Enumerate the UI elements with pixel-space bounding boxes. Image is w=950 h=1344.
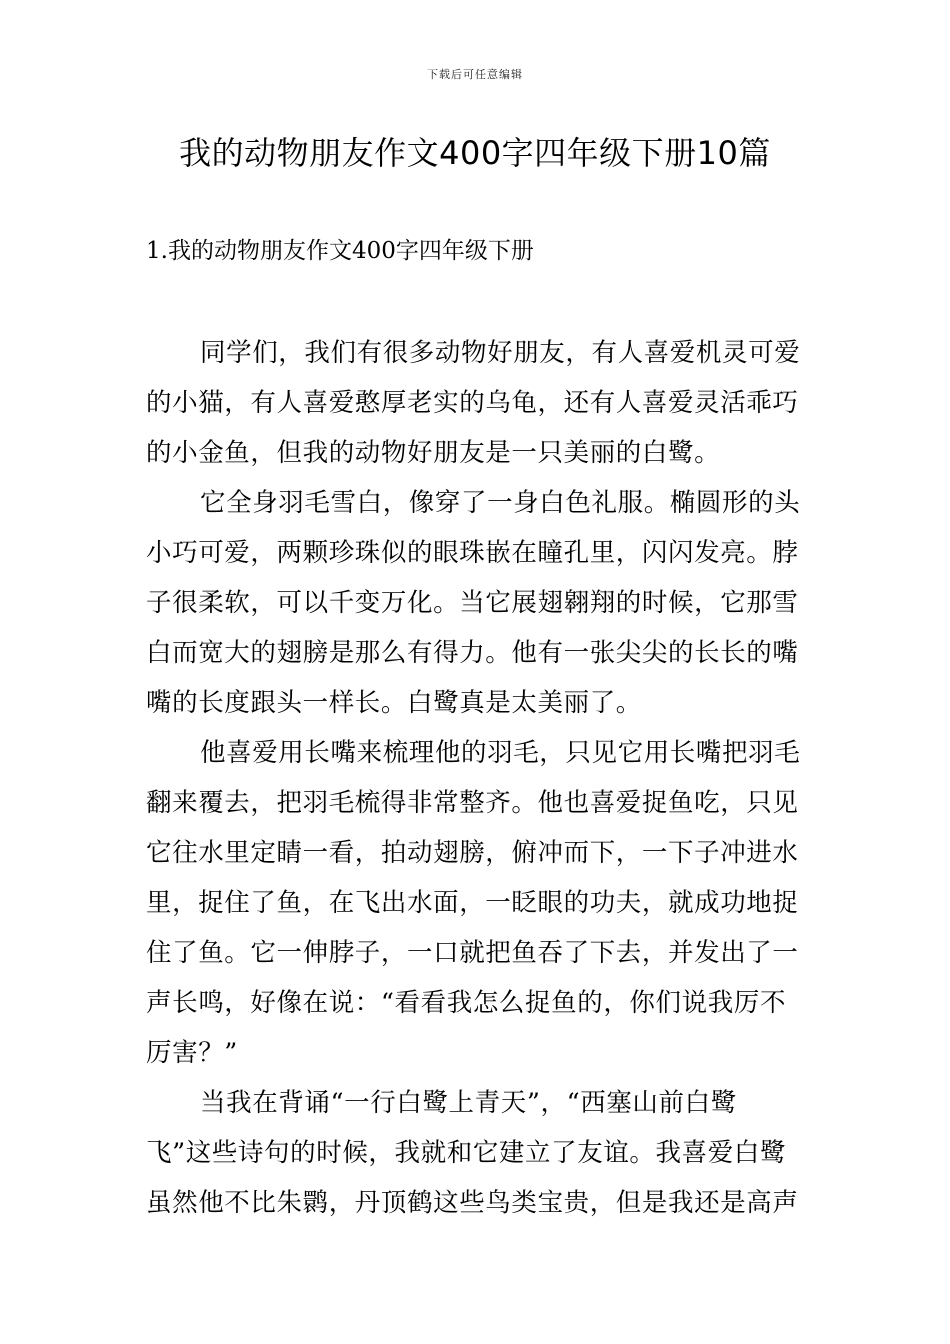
text-line: 厉害？”	[146, 1038, 238, 1068]
text-line: 同学们，我们有很多动物好朋友，有人喜爱机灵可爱	[200, 338, 801, 368]
text-line: 子很柔软，可以千变万化。当它展翅翱翔的时候，它那雪	[146, 588, 799, 618]
text-line: 声长鸣，好像在说：“看看我怎么捉鱼的，你们说我厉不	[146, 988, 787, 1018]
text-line: 当我在背诵“一行白鹭上青天”，“西塞山前白鹭	[200, 1088, 737, 1118]
text-line: 住了鱼。它一伸脖子，一口就把鱼吞了下去，并发出了一	[146, 938, 799, 968]
text-line: 他喜爱用长嘴来梳理他的羽毛，只见它用长嘴把羽毛	[200, 738, 801, 768]
text-line: 嘴的长度跟头一样长。白鹭真是太美丽了。	[146, 688, 642, 718]
text-line: 飞”这些诗句的时候，我就和它建立了友谊。我喜爱白鹭	[146, 1138, 787, 1168]
article-body	[146, 328, 806, 1228]
text-line: 小巧可爱，两颗珍珠似的眼珠嵌在瞳孔里，闪闪发亮。脖	[146, 538, 799, 568]
text-line: 的小金鱼，但我的动物好朋友是一只美丽的白鹭。	[146, 438, 721, 468]
text-line: 白而宽大的翅膀是那么有得力。他有一张尖尖的长长的嘴	[146, 638, 799, 668]
text-line: 虽然他不比朱鹮，丹顶鹤这些鸟类宝贵，但是我还是高声	[146, 1188, 799, 1218]
section-heading: 1.我的动物朋友作文400字四年级下册	[146, 238, 534, 264]
text-line: 它全身羽毛雪白，像穿了一身白色礼服。椭圆形的头	[200, 488, 801, 518]
text-line: 的小猫，有人喜爱憨厚老实的乌龟，还有人喜爱灵活乖巧	[146, 388, 799, 418]
header-note: 下载后可任意编辑	[427, 68, 523, 81]
document-title: 我的动物朋友作文400字四年级下册10篇	[179, 134, 771, 172]
text-line: 翻来覆去，把羽毛梳得非常整齐。他也喜爱捉鱼吃，只见	[146, 788, 799, 818]
text-line: 里，捉住了鱼，在飞出水面，一眨眼的功夫，就成功地捉	[146, 888, 799, 918]
text-line: 它往水里定睛一看，拍动翅膀，俯冲而下，一下子冲进水	[146, 838, 799, 868]
